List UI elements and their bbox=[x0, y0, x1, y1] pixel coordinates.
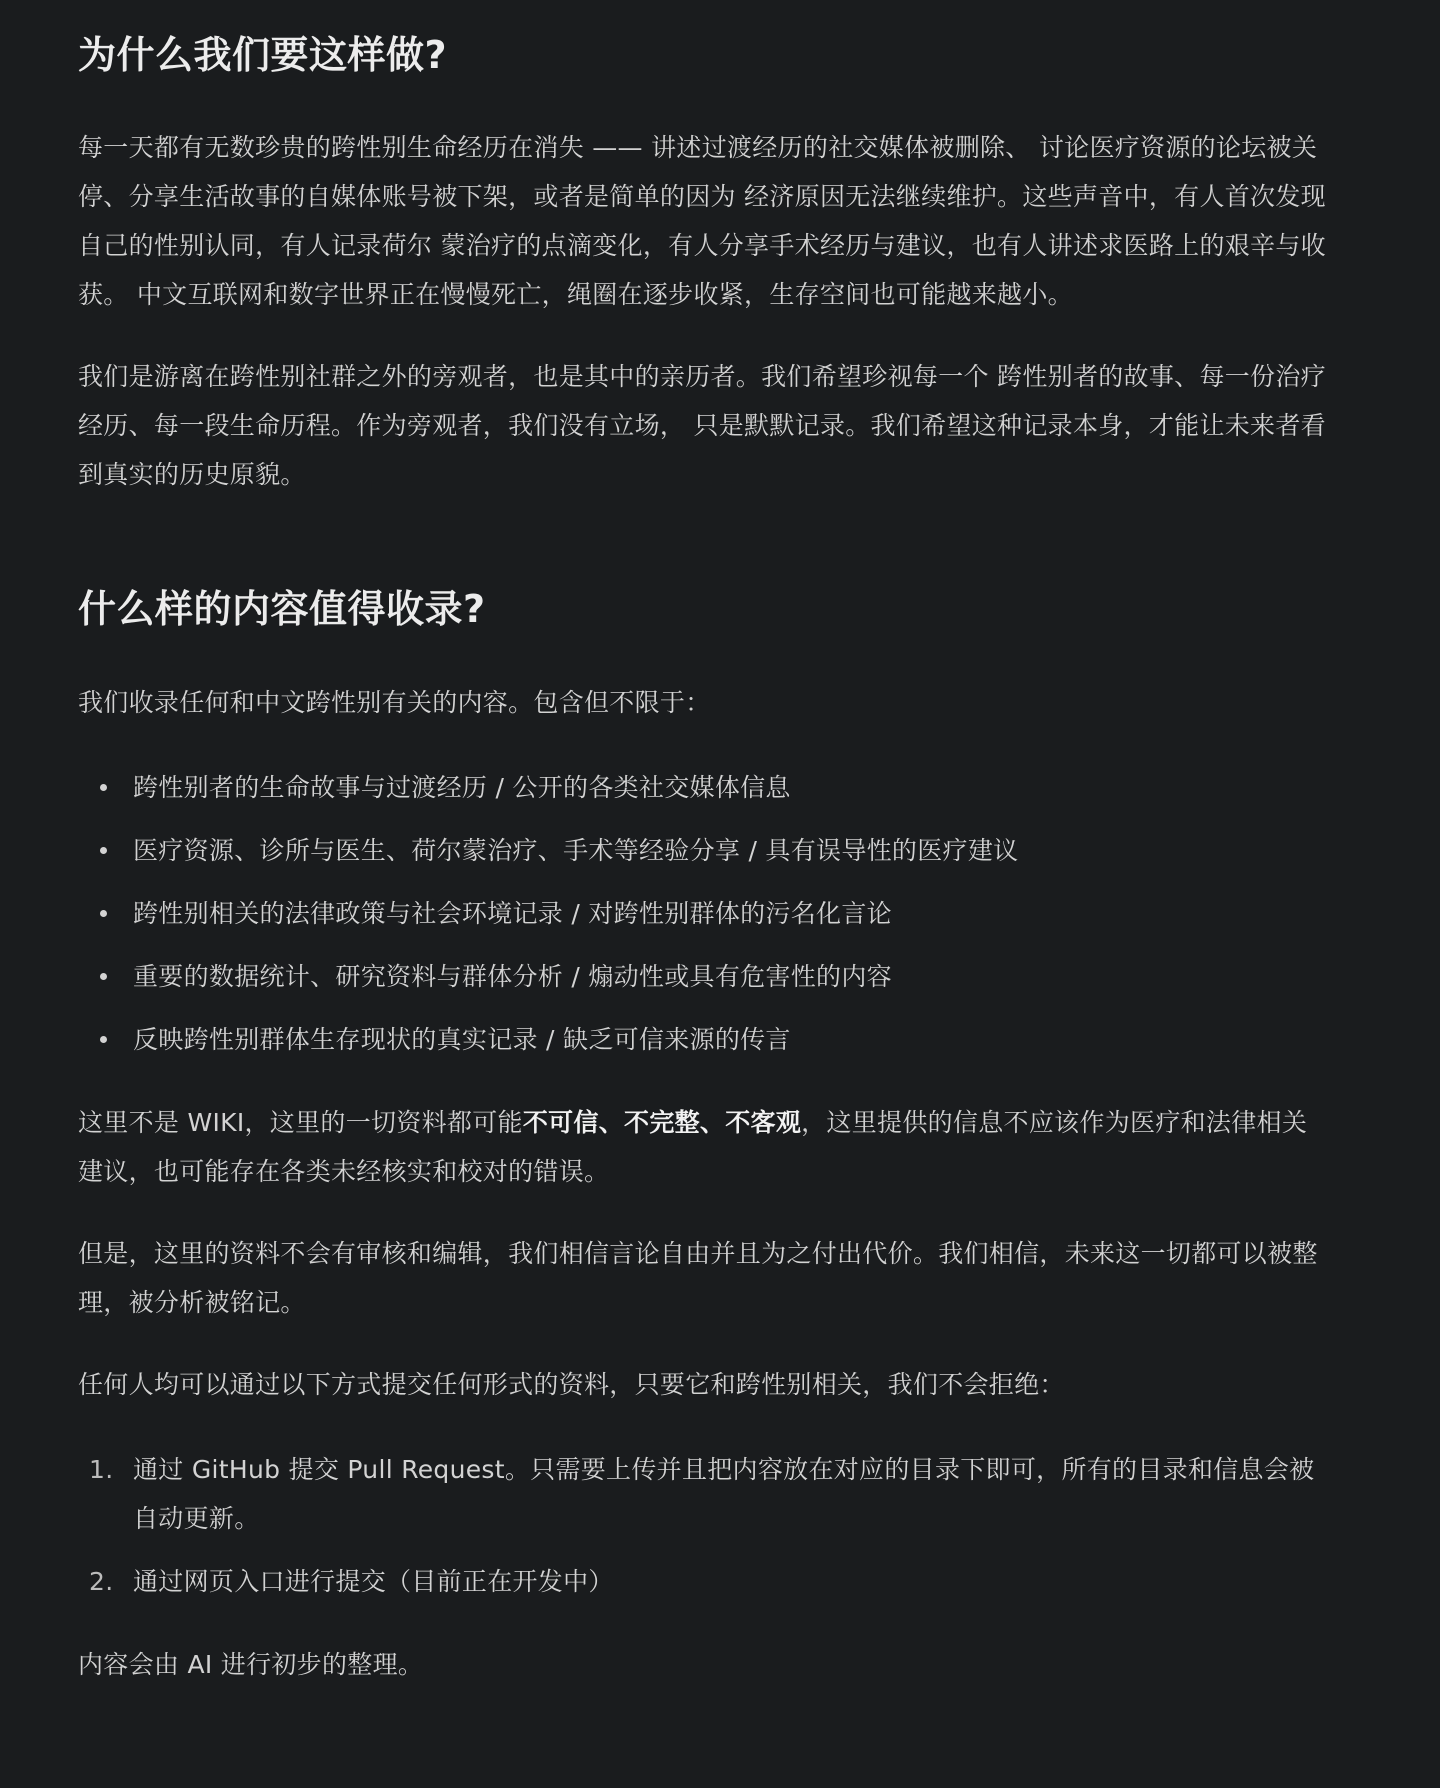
why-heading: 为什么我们要这样做? bbox=[78, 33, 448, 77]
submit-intro: 任何人均可以通过以下方式提交任何形式的资料，只要它和跨性别相关，我们不会拒绝： bbox=[78, 1370, 1065, 1399]
what-intro: 我们收录任何和中文跨性别有关的内容。包含但不限于： bbox=[78, 688, 711, 717]
bullet-icon bbox=[100, 784, 107, 791]
list-item-text: 反映跨性别群体生存现状的真实记录 / 缺乏可信来源的传言 bbox=[133, 1025, 791, 1054]
list-item bbox=[78, 1445, 1328, 1543]
list-item-text: 通过 GitHub 提交 Pull Request。只需要上传并且把内容放在对应的目录下即可，所有的目录和信息会被自动更新。 bbox=[133, 1455, 1315, 1533]
list-item bbox=[78, 1015, 1328, 1064]
disclaimer-paragraph bbox=[78, 1098, 1328, 1196]
section-what bbox=[78, 585, 1328, 1689]
bullet-icon bbox=[100, 973, 107, 980]
submit-methods-list bbox=[78, 1445, 1328, 1606]
list-item bbox=[78, 952, 1328, 1001]
why-paragraph-2: 我们是游离在跨性别社群之外的旁观者，也是其中的亲历者。我们希望珍视每一个 跨性别者的故事、每一份治疗经历、每一段生命历程。作为旁观者，我们没有立场， 只是默默记录。我们希望这种记录本身，才能让未来者看到真实的历史原貌。 bbox=[78, 362, 1326, 489]
list-marker: 2. bbox=[89, 1567, 114, 1596]
list-item bbox=[78, 1557, 1328, 1606]
list-item-text: 通过网页入口进行提交（目前正在开发中） bbox=[133, 1567, 614, 1596]
freedom-paragraph: 但是，这里的资料不会有审核和编辑，我们相信言论自由并且为之付出代价。我们相信，未来这一切都可以被整理，被分析被铭记。 bbox=[78, 1239, 1318, 1317]
bullet-icon bbox=[100, 847, 107, 854]
list-item-text: 医疗资源、诊所与医生、荷尔蒙治疗、手术等经验分享 / 具有误导性的医疗建议 bbox=[133, 836, 1019, 865]
list-item-text: 跨性别者的生命故事与过渡经历 / 公开的各类社交媒体信息 bbox=[133, 773, 791, 802]
disclaimer-text-after: ，这里提供的信息不应该作为医疗和法律相关建议，也可能存在各类未经核实和校对的错误。 bbox=[78, 1108, 1308, 1186]
list-marker: 1. bbox=[89, 1455, 114, 1484]
list-item bbox=[78, 826, 1328, 875]
list-item-text: 重要的数据统计、研究资料与群体分析 / 煽动性或具有危害性的内容 bbox=[133, 962, 892, 991]
why-paragraph-1: 每一天都有无数珍贵的跨性别生命经历在消失 —— 讲述过渡经历的社交媒体被删除、 讨论医疗资源的论坛被关停、分享生活故事的自媒体账号被下架，或者是简单的因为 经济原因无法继续维护。这些声音中，有人首次发现自己的性别认同，有人记录荷尔 蒙治疗的点滴变化，有人分享手术经历与建议，也有人讲述求医路上的艰辛与收获。 中文互联网和数字世界正在慢慢死亡，绳圈在逐步收紧，生存空间也可能越来越小。 bbox=[78, 133, 1326, 309]
bullet-icon bbox=[100, 1036, 107, 1043]
list-item bbox=[78, 889, 1328, 938]
disclaimer-emphasis: 不可信、不完整、不客观 bbox=[522, 1108, 802, 1137]
list-item-text: 跨性别相关的法律政策与社会环境记录 / 对跨性别群体的污名化言论 bbox=[133, 899, 892, 928]
disclaimer-text-before: 这里不是 WIKI，这里的一切资料都可能 bbox=[78, 1108, 523, 1137]
what-heading: 什么样的内容值得收录? bbox=[78, 587, 486, 631]
bullet-icon bbox=[100, 910, 107, 917]
scope-list bbox=[78, 763, 1328, 1064]
list-item bbox=[78, 763, 1328, 812]
section-why bbox=[78, 31, 1328, 499]
closing-paragraph: 内容会由 AI 进行初步的整理。 bbox=[78, 1650, 424, 1679]
